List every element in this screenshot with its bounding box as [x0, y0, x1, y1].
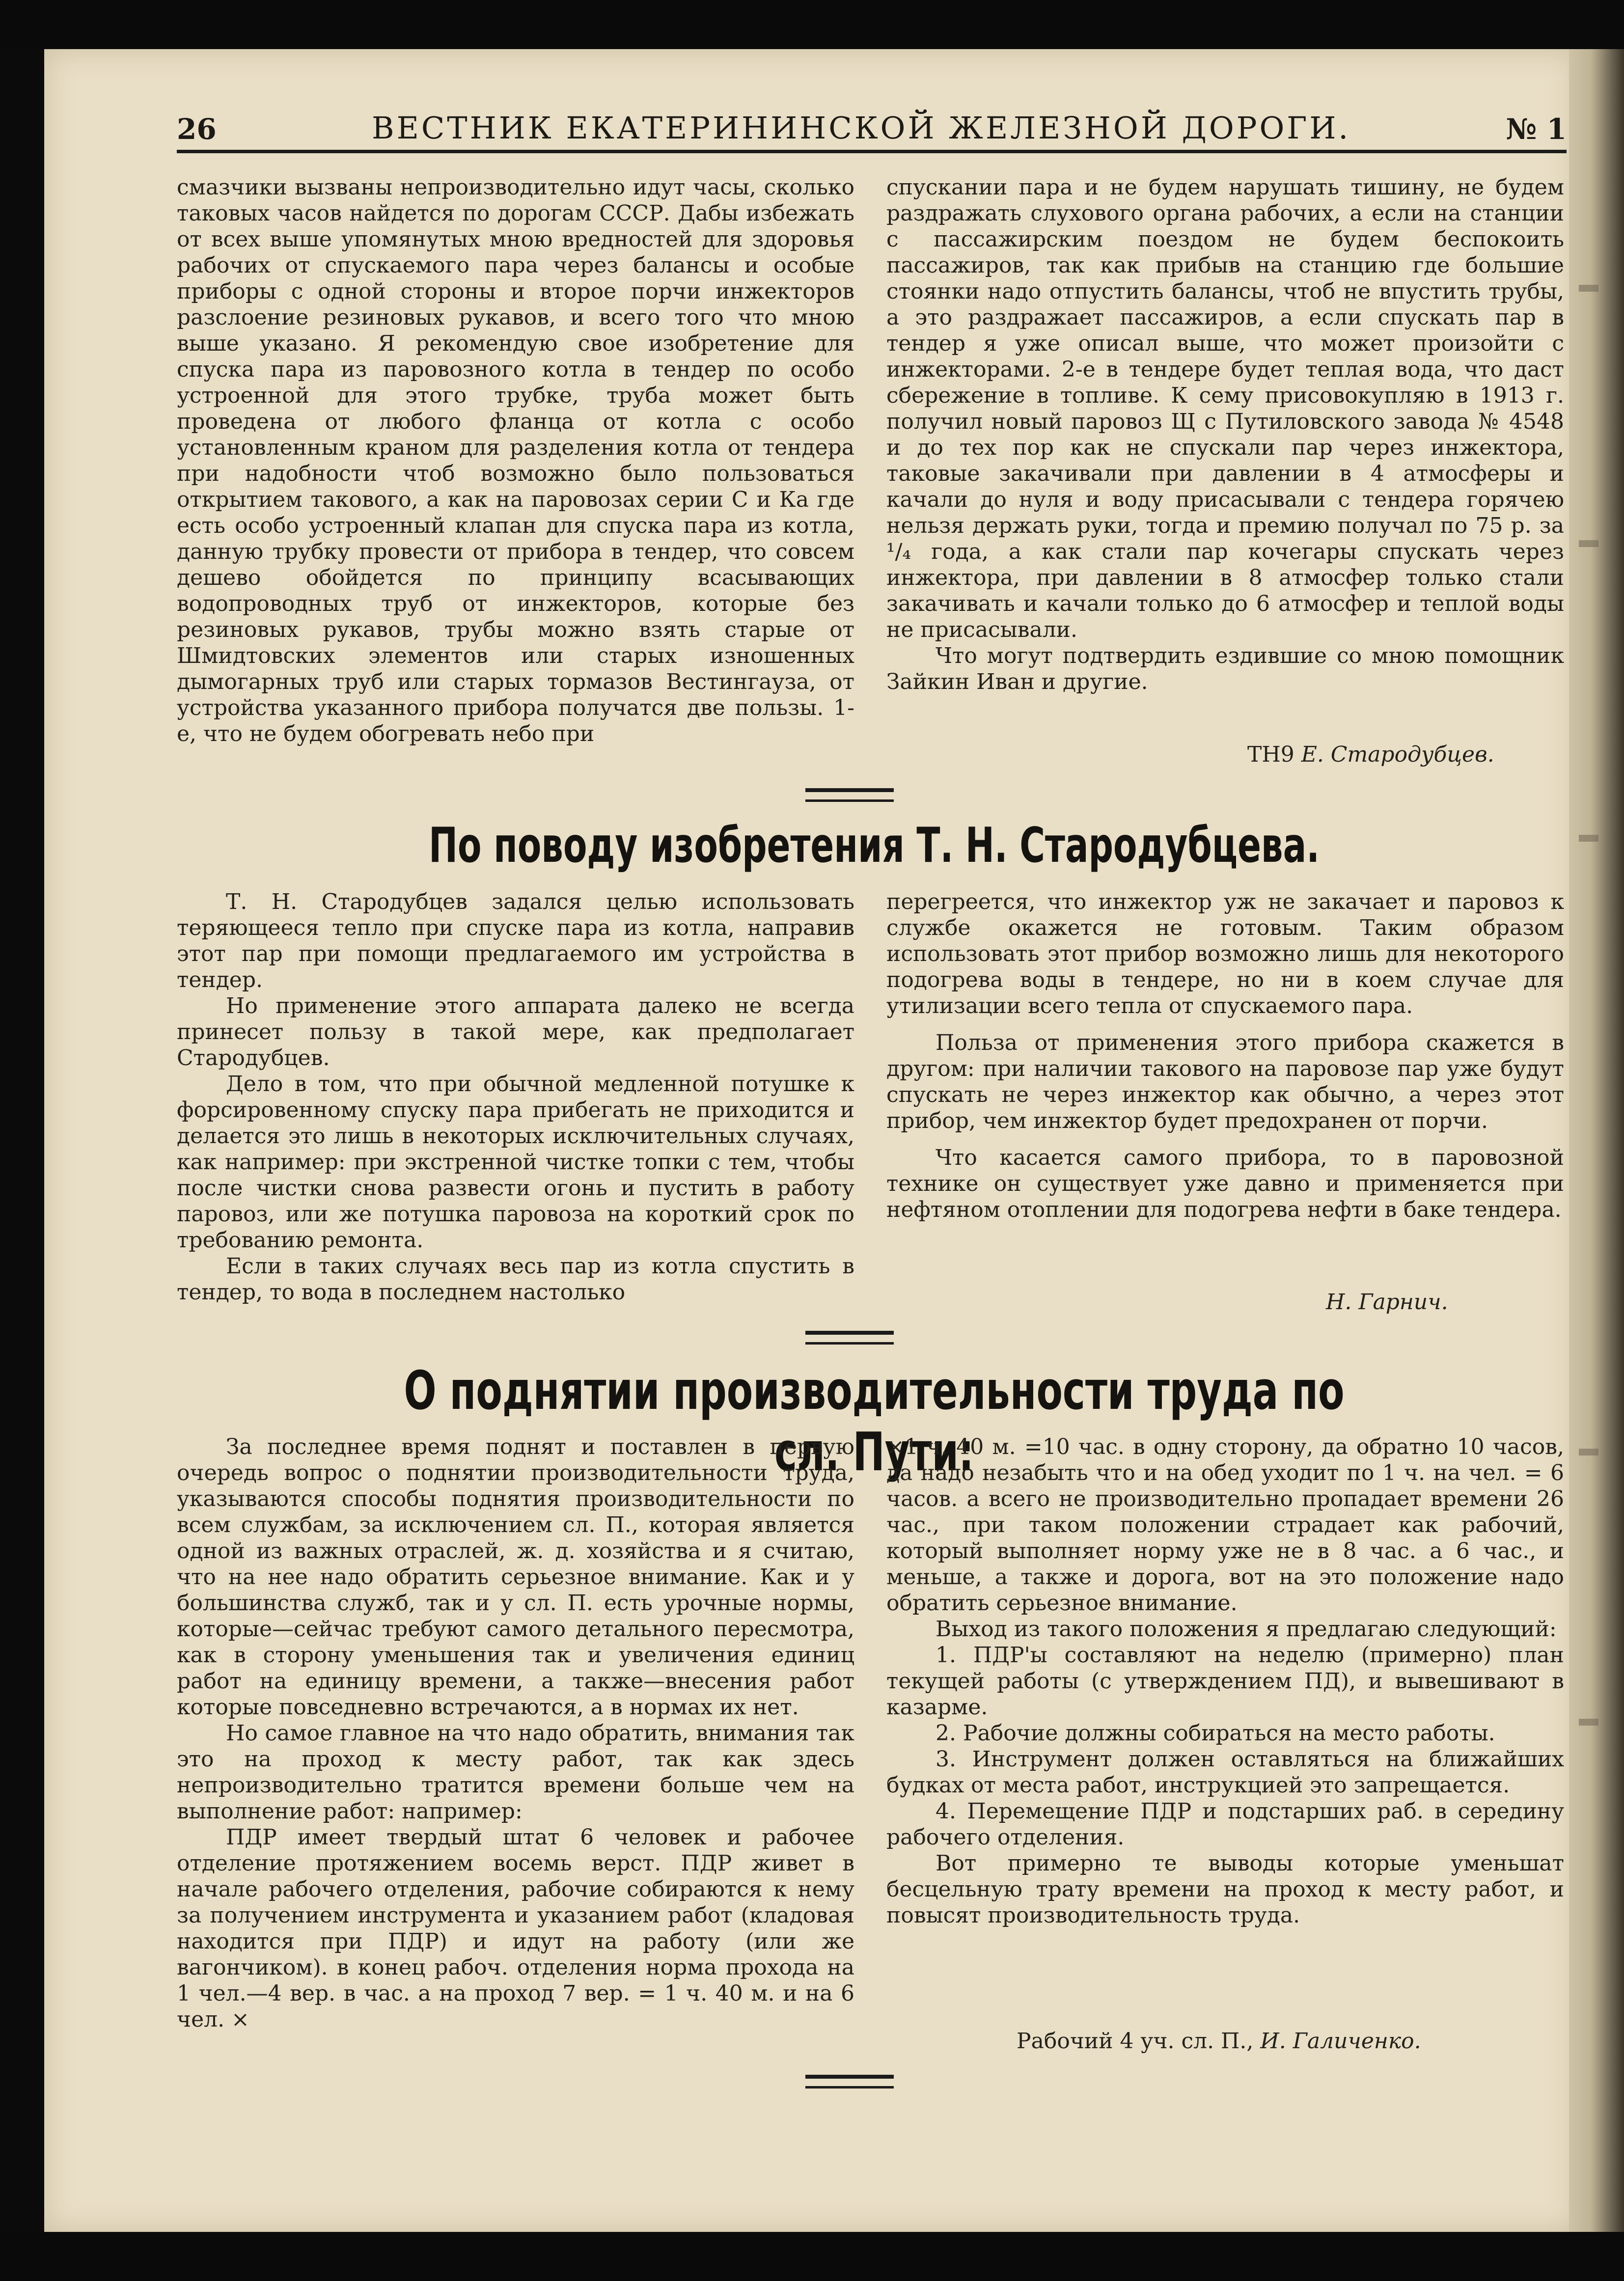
- article3-left-paragraph-3: ПДР имеет твердый штат 6 человек и рабочее отделение протяжением восемь верст. ПДР живет в начале рабочего отделения, рабочие собираются к нему за получением инструмента и указанием работ (кладовая находится при ПДР) и идут на работу (или же вагончиком). в конец рабоч. отделения норма прохода на 1 чел.—4 вер. в час. а на проход 7 вер. = 1 ч. 40 м. и на 6 чел. ×: [177, 1825, 854, 2032]
- adjacent-page-edge: [1569, 49, 1624, 2232]
- article1-left-column: [177, 174, 854, 747]
- article2-right-paragraph-2: Польза от применения этого прибора скажется в другом: при наличии такового на паровозе пар уже будут спускать не через инжектор как обычно, а через этот прибор, чем инжектор будет предохранен от порчи.: [886, 1030, 1564, 1133]
- page-number: 26: [177, 112, 217, 146]
- article3-signature-prefix: Рабочий 4 уч. сл. П.,: [1017, 2029, 1254, 2054]
- section-divider: [805, 2075, 894, 2089]
- adjacent-page-mark: [1579, 540, 1598, 547]
- article3-left-paragraph-2: Но самое главное на что надо обратить, внимания так это на проход к месту работ, так как здесь непроизводительно тратится времени больше чем на выполнение работ: например:: [177, 1721, 854, 1824]
- adjacent-page-mark: [1579, 835, 1598, 842]
- adjacent-page-mark: [1579, 285, 1598, 292]
- article1-right-paragraph-2: Что могут подтвердить ездившие со мною помощник Зайкин Иван и другие.: [886, 643, 1564, 694]
- article1-right-paragraph-1: спускании пара и не будем нарушать тишину, не будем раздражать слухового органа рабочих, а если на станции с пассажирским поездом не будем беспокоить пассажиров, так как прибыв на станцию где большие стоянки надо отпустить балансы, чтоб не впустить трубы, а это раздражает пассажиров, а если спускать пар в тендер я уже описал выше, что может произойти с инжекторами. 2-е в тендере будет теплая вода, что даст сбережение в топливе. К сему присовокупляю в 1913 г. получил новый паровоз Щ с Путиловского завода № 4548 и до тех пор как не спускали пар через инжектора, таковые закачивали при давлении в 4 атмосферы и качали до нуля и воду присасывали с тендера горячею нельзя держать руки, тогда и премию получал по 75 р. за ¹/₄ года, а как стали пар кочегары спускать через инжектора, при давлении в 8 атмосфер только стали закачивать и качали только до 6 атмосфер и теплой воды не присасывали.: [886, 175, 1564, 642]
- section-divider: [805, 788, 894, 802]
- article2-right-paragraph-3: Что касается самого прибора, то в паровозной технике он существует уже давно и применяется при нефтяном отоплении для подогрева нефти в баке тендера.: [886, 1145, 1564, 1222]
- article2-left-paragraph-3: Дело в том, что при обычной медленной потушке к форсировенному спуску пара прибегать не приходится и делается это лишь в некоторых исключительных случаях, как например: при экстренной чистке топки с тем, чтобы после чистки снова развести огонь и пустить в работу паровоз, или же потушка паровоза на короткий срок по требованию ремонта.: [177, 1072, 854, 1253]
- article3-title: О поднятии производительности труда по сл. Пути:: [404, 1360, 1345, 1483]
- article3-right-paragraph-5: 3. Инструмент должен оставляться на ближайших будках от места работ, инструкцией это запрещается.: [886, 1747, 1564, 1798]
- article3-right-paragraph-4: 2. Рабочие должны собираться на место работы.: [936, 1721, 1495, 1746]
- scan-background-bottom: [0, 2232, 1624, 2281]
- scan-background-top: [0, 0, 1624, 49]
- running-head: [177, 110, 1567, 153]
- article2-signature-name: Н. Гарнич.: [1326, 1290, 1448, 1315]
- article3-right-column: [886, 1434, 1564, 1928]
- section-divider: [805, 1331, 894, 1345]
- article1-signature-prefix: ТН9: [1247, 742, 1294, 767]
- article3-right-paragraph-1: ×1 ч. 40 м. =10 час. в одну сторону, да обратно 10 часов, да надо незабыть что и на обед уходит по 1 ч. на чел. = 6 часов. а всего не производительно пропадает времени 26 час., при таком положении страдает как рабочий, который выполняет норму уже не в 8 час. а 6 час., и меньше, а также и дорога, вот на это положение надо обратить серьезное внимание.: [886, 1434, 1564, 1616]
- article3-signature-name: И. Галиченко.: [1260, 2029, 1421, 2054]
- issue-number: № 1: [1506, 112, 1567, 146]
- article3-left-column: [177, 1434, 854, 2033]
- article3-right-paragraph-6: 4. Перемещение ПДР и подстарших раб. в середину рабочего отделения.: [886, 1799, 1564, 1850]
- article3-right-paragraph-2: Выход из такого положения я предлагаю следующий:: [936, 1617, 1557, 1642]
- article2-title: По поводу изобретения Т. Н. Стародубцева.: [428, 818, 1320, 874]
- article2-right-column: [886, 889, 1564, 1223]
- article3-signature: [1017, 2028, 1421, 2054]
- article1-signature: [1247, 742, 1494, 768]
- article1-right-column: [886, 174, 1564, 695]
- article3-right-paragraph-3: 1. ПДР'ы составляют на неделю (примерно) план текущей работы (с утверждением ПД), и вывешивают в казарме.: [886, 1643, 1564, 1720]
- article2-left-paragraph-1: Т. Н. Стародубцев задался целью использовать теряющееся тепло при спуске пара из котла, направив этот пар при помощи предлагаемого им устройства в тендер.: [177, 889, 854, 992]
- article2-left-paragraph-2: Но применение этого аппарата далеко не всегда принесет пользу в такой мере, как предполагает Стародубцев.: [177, 993, 854, 1071]
- journal-title: ВЕСТНИК ЕКАТЕРИНИНСКОЙ ЖЕЛЕЗНОЙ ДОРОГИ.: [372, 110, 1351, 146]
- article2-left-paragraph-4: Если в таких случаях весь пар из котла спустить в тендер, то вода в последнем настолько: [177, 1254, 854, 1305]
- article1-left-text: смазчики вызваны непроизводительно идут часы, сколько таковых часов найдется по дорогам СССР. Дабы избежать от всех выше упомянутых мною вредностей для здоровья рабочих от спускаемого пара через балансы и особые приборы с одной стороны и второе порчи инжекторов разслоение резиновых рукавов, и всего того что мною выше указано. Я рекомендую свое изобретение для спуска пара из паровозного котла в тендер по особо устроенной для этого трубке, труба может быть проведена от любого фланца от котла с особо установленным краном для разделения котла от тендера при надобности чтоб возможно было пользоваться открытием такового, а как на паровозах серии С и Ка где есть особо устроенный клапан для спуска пара из котла, данную трубку провести от прибора в тендер, что совсем дешево обойдется по принципу всасывающих водопроводных труб от инжекторов, которые без резиновых рукавов, трубы можно взять старые от Шмидтовских элементов или старых изношенных дымогарных труб или старых тормазов Вестингауза, от устройства указанного прибора получатся две пользы. 1-е, что не будем обогревать небо при: [177, 175, 854, 746]
- adjacent-page-mark: [1579, 1449, 1598, 1456]
- article1-signature-name: Е. Стародубцев.: [1301, 742, 1494, 767]
- article2-right-paragraph-1: перегреется, что инжектор уж не закачает и паровоз к службе окажется не готовым. Таким образом использовать этот прибор возможно лишь для некоторого подогрева воды в тендере, но ни в коем случае для утилизации всего тепла от спускаемого пара.: [886, 889, 1564, 1018]
- article3-right-paragraph-7: Вот примерно те выводы которые уменьшат бесцельную трату времени на проход к месту работ, и повысят производительность труда.: [886, 1851, 1564, 1928]
- article2-left-column: [177, 889, 854, 1305]
- article2-signature: [1326, 1289, 1448, 1315]
- article3-left-paragraph-1: За последнее время поднят и поставлен в первую очередь вопрос о поднятии производительности труда, указываются способы поднятия производительности по всем службам, за исключением сл. П., которая является одной из важных отраслей, ж. д. хозяйства и я считаю, что на нее надо обратить серьезное внимание. Как и у большинства служб, так и у сл. П. есть урочные нормы, которые—сейчас требуют самого детального пересмотра, как в сторону уменьшения так и увеличения единиц работ на единицу времени, а также—внесения работ которые повседневно встречаются, а в нормах их нет.: [177, 1434, 854, 1720]
- adjacent-page-mark: [1579, 1719, 1598, 1726]
